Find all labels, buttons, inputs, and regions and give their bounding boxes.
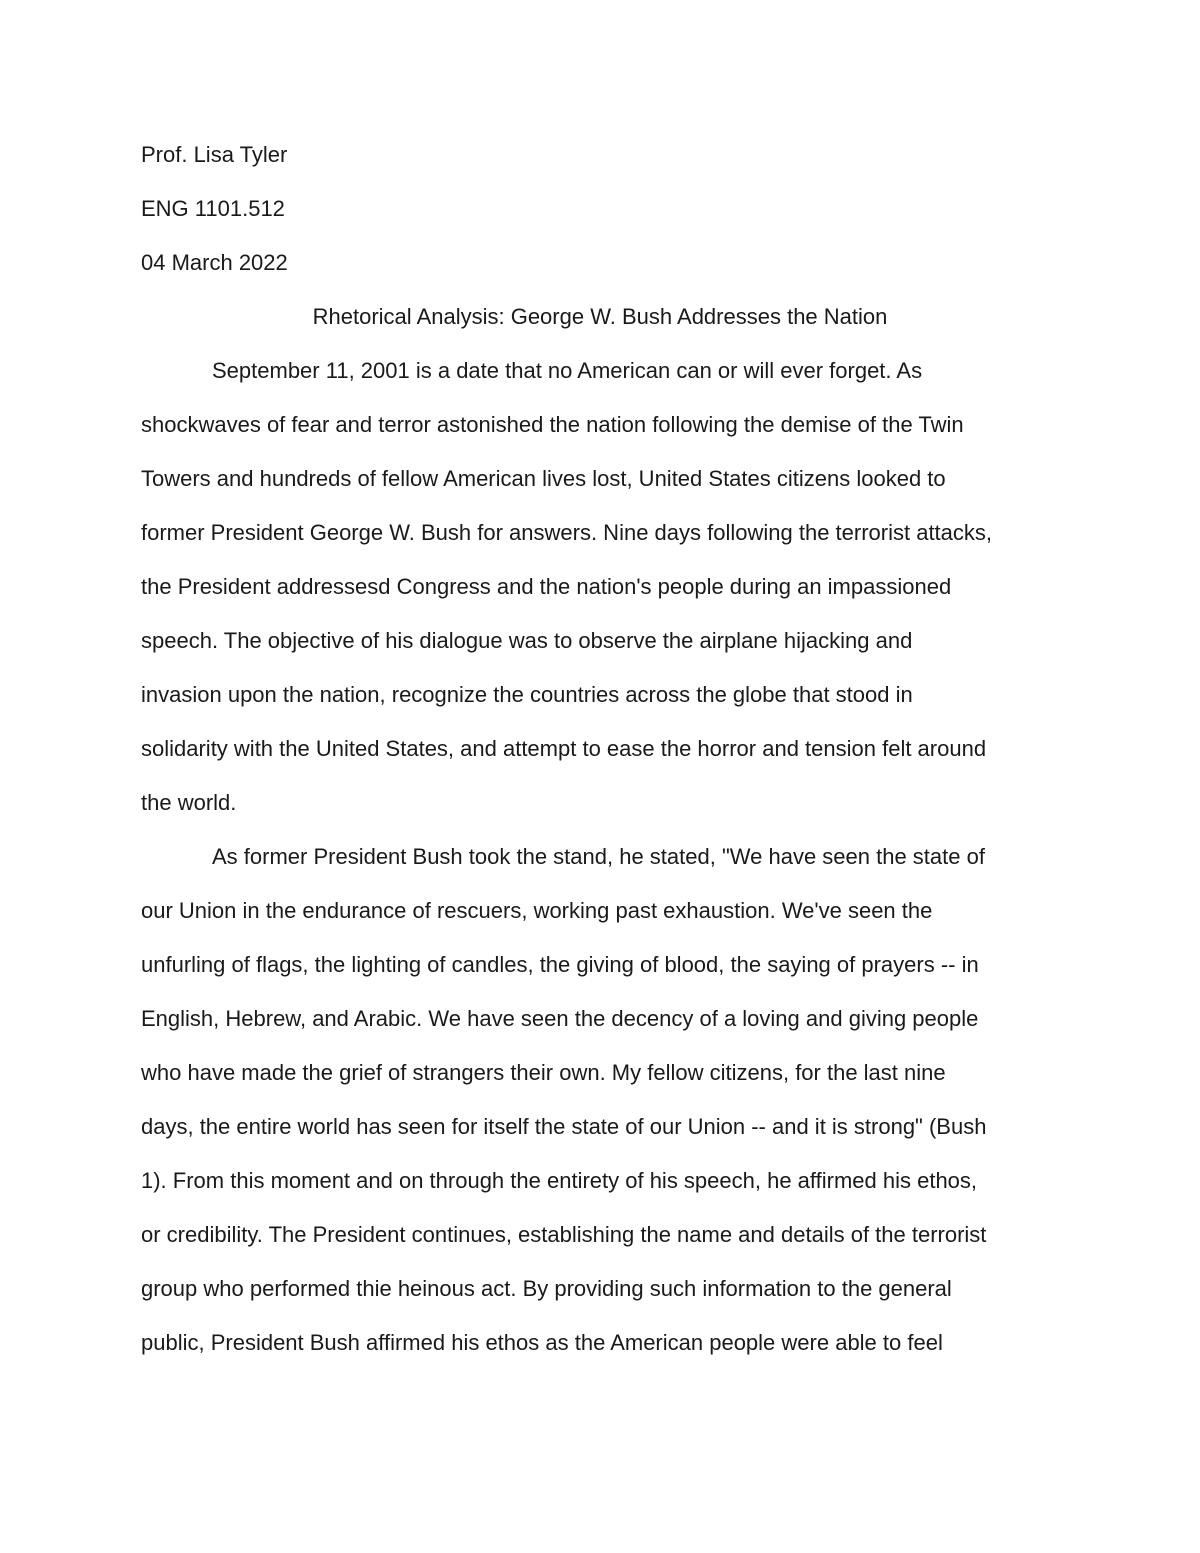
paragraph-line: September 11, 2001 is a date that no American can or will ever forget. As — [212, 358, 923, 383]
essay-date: 04 March 2022 — [141, 250, 288, 275]
paragraph-line: our Union in the endurance of rescuers, working past exhaustion. We've seen the — [141, 898, 933, 923]
paragraph-line: 1). From this moment and on through the entirety of his speech, he affirmed his ethos, — [141, 1168, 978, 1193]
paragraph-2 — [141, 830, 1059, 1370]
paragraph-line: public, President Bush affirmed his ethos as the American people were able to feel — [141, 1330, 943, 1355]
paragraph-line: shockwaves of fear and terror astonished the nation following the demise of the Twin — [141, 412, 964, 437]
paragraph-line: invasion upon the nation, recognize the countries across the globe that stood in — [141, 682, 913, 707]
paragraph-line: days, the entire world has seen for itself the state of our Union -- and it is strong" (Bush — [141, 1114, 987, 1139]
essay-body — [141, 128, 1059, 1370]
paragraph-line: unfurling of flags, the lighting of candles, the giving of blood, the saying of prayers -- in — [141, 952, 979, 977]
paragraph-line: former President George W. Bush for answers. Nine days following the terrorist attacks, — [141, 520, 993, 545]
paragraph-line: the world. — [141, 790, 237, 815]
paragraph-1 — [141, 344, 1059, 830]
essay-title: Rhetorical Analysis: George W. Bush Addresses the Nation — [312, 304, 888, 329]
course-code: ENG 1101.512 — [141, 196, 285, 221]
paragraph-line: speech. The objective of his dialogue was to observe the airplane hijacking and — [141, 628, 913, 653]
paragraph-line: As former President Bush took the stand, he stated, "We have seen the state of — [212, 844, 985, 869]
paragraph-line: solidarity with the United States, and attempt to ease the horror and tension felt around — [141, 736, 987, 761]
professor-name: Prof. Lisa Tyler — [141, 142, 288, 167]
paragraph-line: or credibility. The President continues, establishing the name and details of the terrorist — [141, 1222, 987, 1247]
paragraph-line: Towers and hundreds of fellow American lives lost, United States citizens looked to — [141, 466, 946, 491]
paragraph-line: the President addressesd Congress and the nation's people during an impassioned — [141, 574, 952, 599]
paragraph-line: who have made the grief of strangers their own. My fellow citizens, for the last nine — [141, 1060, 946, 1085]
paragraph-line: English, Hebrew, and Arabic. We have seen the decency of a loving and giving people — [141, 1006, 979, 1031]
paragraph-line: group who performed thie heinous act. By providing such information to the general — [141, 1276, 952, 1301]
